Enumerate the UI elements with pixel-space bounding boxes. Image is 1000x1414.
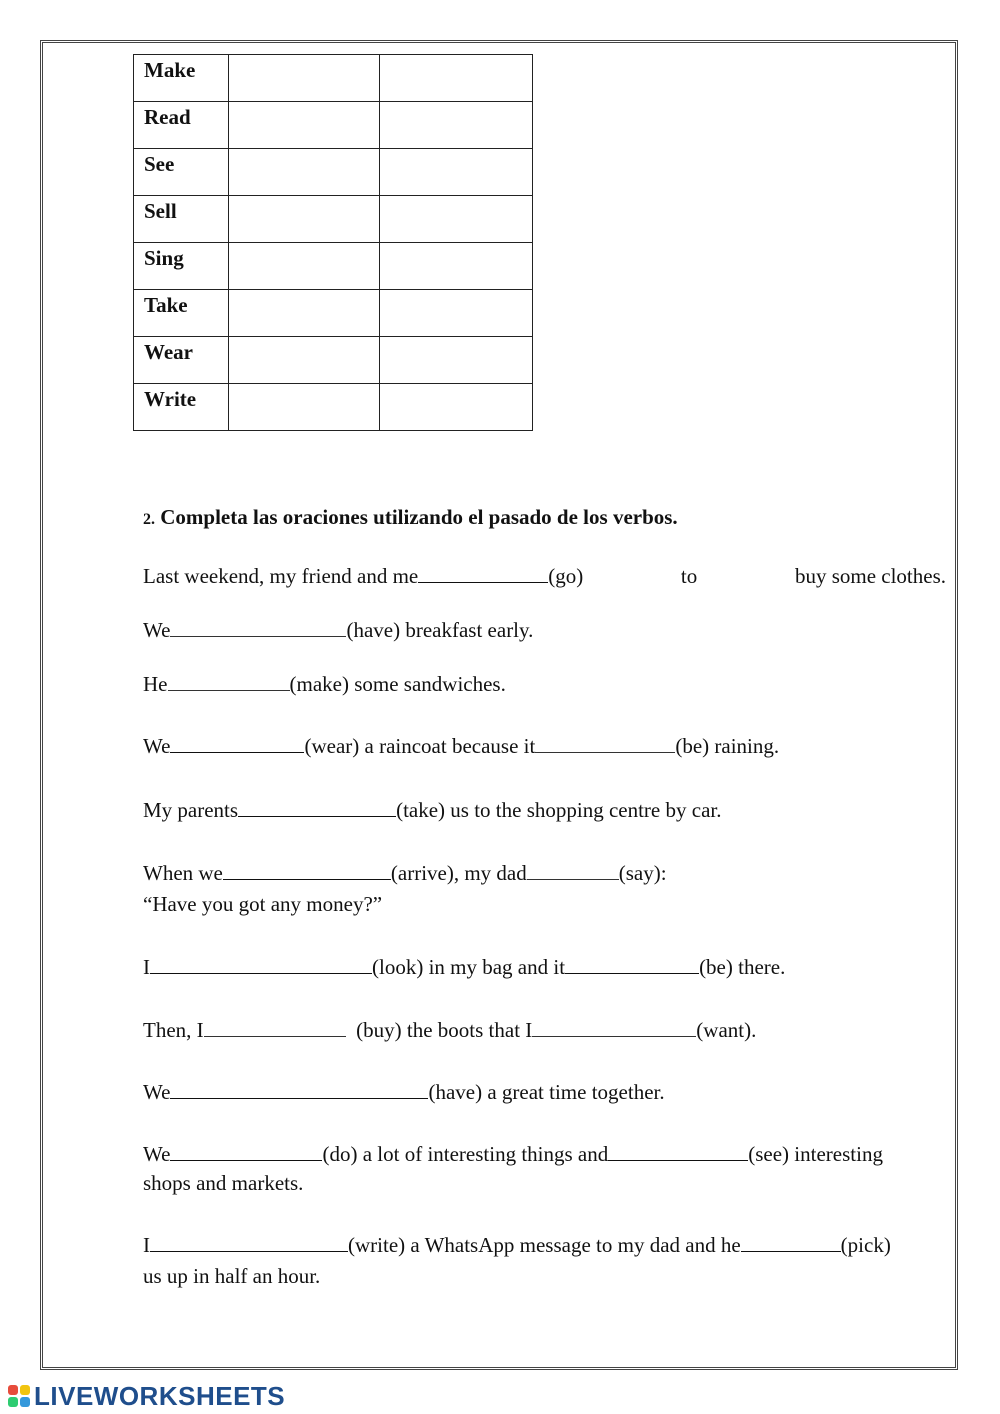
sentence-text: (make) some sandwiches. [289, 672, 506, 696]
verb-cell: See [134, 149, 229, 196]
sentence-text: (be) there. [699, 955, 786, 979]
answer-cell-participle[interactable] [380, 55, 533, 102]
answer-blank[interactable] [535, 732, 675, 753]
sentence-6-continued [143, 889, 946, 919]
sentence-text: We [143, 618, 171, 642]
liveworksheets-logo[interactable] [8, 1381, 285, 1411]
sentence-text: We [143, 1142, 171, 1166]
sentence-text: (pick) [840, 1233, 891, 1257]
sentence-8 [143, 1015, 946, 1045]
verb-cell: Sell [134, 196, 229, 243]
sentence-2 [143, 615, 946, 645]
answer-blank[interactable] [527, 859, 619, 880]
verb-cell: Wear [134, 337, 229, 384]
exercise-number: 2. [143, 511, 155, 528]
sentence-text: shops and markets. [143, 1171, 304, 1195]
sentence-text: (write) a WhatsApp message to my dad and he [348, 1233, 741, 1257]
sentence-text: us up in half an hour. [143, 1264, 321, 1288]
sentence-text: My parents [143, 798, 239, 822]
sentence-7 [143, 952, 946, 982]
answer-cell-past[interactable] [229, 290, 380, 337]
exercise-heading [143, 505, 678, 530]
answer-blank[interactable] [150, 953, 372, 974]
answer-cell-past[interactable] [229, 384, 380, 431]
sentence-text: We [143, 1080, 171, 1104]
table-row [134, 149, 533, 196]
sentence-text: (do) a lot of interesting things and [322, 1142, 609, 1166]
sentence-text: Last weekend, my friend and me [143, 564, 419, 588]
sentence-4 [143, 731, 946, 761]
sentence-text: “Have you got any money?” [143, 892, 383, 916]
sentence-text: (see) interesting [748, 1142, 883, 1166]
sentence-1 [143, 561, 946, 591]
sentence-text: We [143, 734, 171, 758]
answer-cell-participle[interactable] [380, 102, 533, 149]
answer-cell-past[interactable] [229, 196, 380, 243]
answer-blank[interactable] [418, 562, 548, 583]
answer-cell-past[interactable] [229, 55, 380, 102]
answer-blank[interactable] [608, 1140, 748, 1161]
answer-cell-participle[interactable] [380, 384, 533, 431]
sentence-text: I [143, 955, 150, 979]
answer-cell-participle[interactable] [380, 243, 533, 290]
answer-blank[interactable] [150, 1231, 348, 1252]
answer-blank[interactable] [168, 670, 290, 691]
answer-cell-participle[interactable] [380, 196, 533, 243]
verb-cell: Sing [134, 243, 229, 290]
sentence-text: (buy) the boots that I [356, 1018, 533, 1042]
sentence-text: (want). [696, 1018, 757, 1042]
answer-cell-participle[interactable] [380, 149, 533, 196]
sentence-text: (wear) a raincoat because it [304, 734, 536, 758]
verb-cell: Take [134, 290, 229, 337]
sentence-text: (have) breakfast early. [346, 618, 534, 642]
sentence-11 [143, 1230, 946, 1260]
sentence-text: to [680, 564, 698, 588]
answer-blank[interactable] [238, 796, 396, 817]
answer-cell-past[interactable] [229, 102, 380, 149]
answer-blank[interactable] [204, 1016, 346, 1037]
answer-blank[interactable] [170, 1078, 428, 1099]
sentence-3 [143, 669, 946, 699]
table-row [134, 337, 533, 384]
answer-cell-past[interactable] [229, 243, 380, 290]
table-row [134, 290, 533, 337]
answer-cell-past[interactable] [229, 337, 380, 384]
logo-icon [8, 1385, 30, 1407]
answer-blank[interactable] [170, 732, 304, 753]
table-row [134, 196, 533, 243]
answer-blank[interactable] [223, 859, 391, 880]
sentence-10-continued [143, 1168, 946, 1198]
answer-cell-past[interactable] [229, 149, 380, 196]
exercise-instruction: Completa las oraciones utilizando el pasado de los verbos. [160, 505, 678, 529]
sentence-text: (look) in my bag and it [372, 955, 566, 979]
verb-cell: Read [134, 102, 229, 149]
table-row [134, 102, 533, 149]
answer-blank[interactable] [741, 1231, 841, 1252]
sentence-text: (be) raining. [675, 734, 780, 758]
answer-blank[interactable] [532, 1016, 696, 1037]
logo-text: LIVEWORKSHEETS [34, 1380, 286, 1411]
verb-cell: Write [134, 384, 229, 431]
verb-cell: Make [134, 55, 229, 102]
answer-blank[interactable] [170, 1140, 322, 1161]
sentence-text: (say): [618, 861, 667, 885]
table-row [134, 55, 533, 102]
answer-blank[interactable] [170, 616, 346, 637]
sentence-text: When we [143, 861, 223, 885]
sentence-text: (have) a great time together. [428, 1080, 665, 1104]
verb-table [133, 54, 533, 431]
sentence-text: Then, I [143, 1018, 204, 1042]
sentence-9 [143, 1077, 946, 1107]
sentence-5 [143, 795, 946, 825]
sentence-text: (take) us to the shopping centre by car. [396, 798, 722, 822]
sentence-11-continued [143, 1261, 946, 1291]
answer-cell-participle[interactable] [380, 337, 533, 384]
sentence-text: (arrive), my dad [390, 861, 527, 885]
sentence-text: He [143, 672, 168, 696]
sentence-text: buy some clothes. [794, 564, 946, 588]
sentence-text: I [143, 1233, 150, 1257]
sentence-6 [143, 858, 946, 888]
answer-blank[interactable] [565, 953, 699, 974]
table-row [134, 384, 533, 431]
sentence-text: (go) [548, 564, 584, 588]
sentence-10 [143, 1139, 946, 1169]
answer-cell-participle[interactable] [380, 290, 533, 337]
table-row [134, 243, 533, 290]
